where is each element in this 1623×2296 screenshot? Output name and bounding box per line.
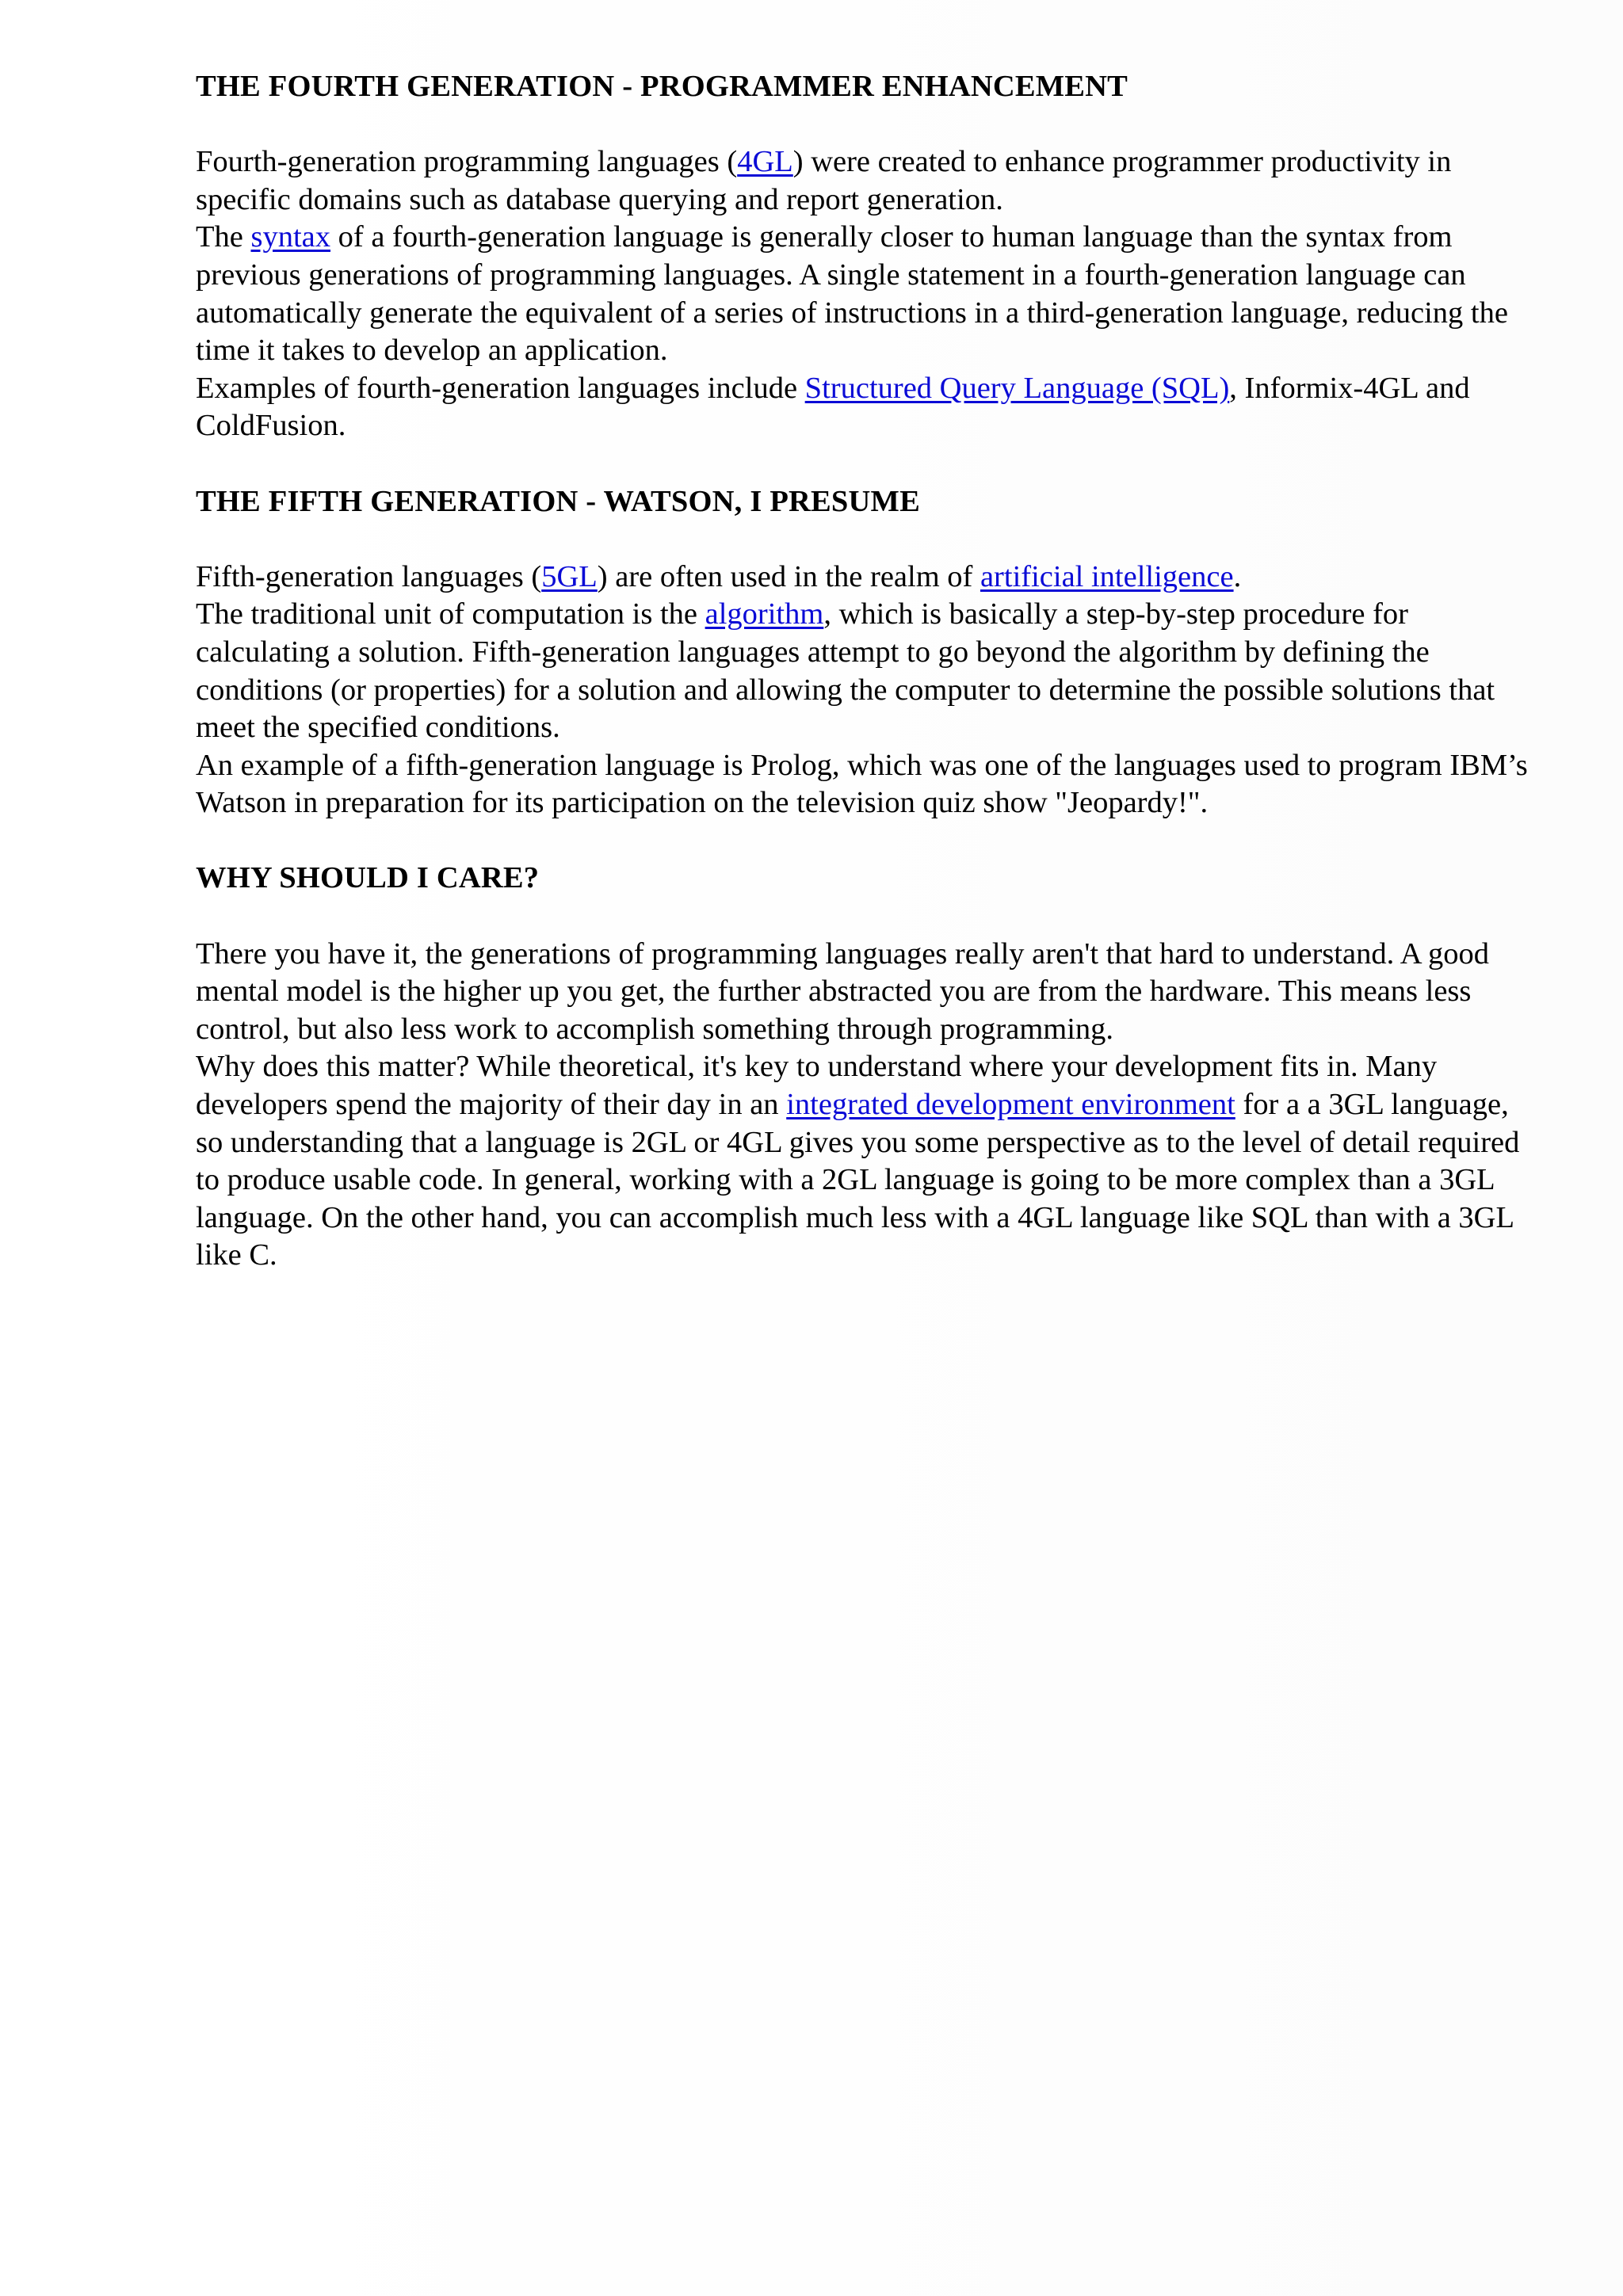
link-4gl[interactable]: 4GL	[737, 145, 793, 179]
link-syntax[interactable]: syntax	[250, 220, 331, 254]
text-run: , Informix-4GL and ColdFusion.	[196, 371, 1470, 443]
paragraph	[196, 143, 1543, 219]
link-5gl[interactable]: 5GL	[541, 559, 598, 593]
document-content	[196, 68, 1543, 1313]
text-run: ) were created to enhance programmer productivity in specific domains such as database querying and report generation.	[196, 145, 1452, 216]
text-run: , which is basically a step-by-step procedure for calculating a solution. Fifth-generation languages attempt to go beyond the algorithm by defining the conditions (or properties) for a solution and allowing the computer to determine the possible solutions that meet the specified conditions.	[196, 597, 1495, 745]
text-run: of a fourth-generation language is generally closer to human language than the syntax from previous generations of programming languages. A single statement in a fourth-generation language can automatically generate the equivalent of a series of instructions in a third-generation language, reducing the time it takes to develop an application.	[196, 220, 1508, 368]
paragraph: There you have it, the generations of programming languages really aren't that hard to understand. A good mental model is the higher up you get, the further abstracted you are from the hardware. This means less control, but also less work to accomplish something through programming.	[196, 936, 1490, 1046]
text-run: Fifth-generation languages (	[196, 559, 542, 593]
text-run: Fourth-generation programming languages (	[196, 145, 738, 179]
section-heading: WHY SHOULD I CARE?	[196, 861, 540, 895]
paragraph	[196, 1048, 1543, 1275]
text-run: .	[1233, 559, 1242, 593]
text-run: Why does this matter? While theoretical, it's key to understand where your development fits in. Many developers spend the majority of their day in an	[196, 1050, 1438, 1122]
paragraph: An example of a fifth-generation language is Prolog, which was one of the languages used to program IBM’s Watson in preparation for its participation on the television quiz show "Jeopardy!".	[196, 748, 1528, 820]
section-fourth-generation	[196, 68, 1543, 445]
link-ide[interactable]: integrated development environment	[786, 1088, 1235, 1122]
section-why-care	[196, 860, 1543, 1275]
text-run: The	[196, 220, 251, 254]
paragraph	[196, 370, 1543, 445]
section-heading: THE FOURTH GENERATION - PROGRAMMER ENHANCEMENT	[196, 70, 1128, 103]
section-fifth-generation	[196, 483, 1543, 822]
text-run: ) are often used in the realm of	[597, 559, 980, 593]
section-heading: THE FIFTH GENERATION - WATSON, I PRESUME	[196, 484, 920, 518]
paragraph	[196, 596, 1543, 746]
text-run: The traditional unit of computation is the	[196, 597, 705, 631]
text-run: Examples of fourth-generation languages include	[196, 371, 805, 405]
text-run: for a a 3GL language, so understanding that a language is 2GL or 4GL gives you some perspective as to the level of detail required to produce usable code. In general, working with a 2GL language is going to be more complex than a 3GL language. On the other hand, you can accomplish much less with a 4GL language like SQL than with a 3GL like C.	[196, 1088, 1520, 1272]
link-sql[interactable]: Structured Query Language (SQL)	[804, 371, 1230, 405]
link-artificial-intelligence[interactable]: artificial intelligence	[980, 559, 1234, 593]
paragraph	[196, 219, 1543, 369]
paragraph	[196, 559, 1543, 597]
link-algorithm[interactable]: algorithm	[705, 597, 824, 631]
